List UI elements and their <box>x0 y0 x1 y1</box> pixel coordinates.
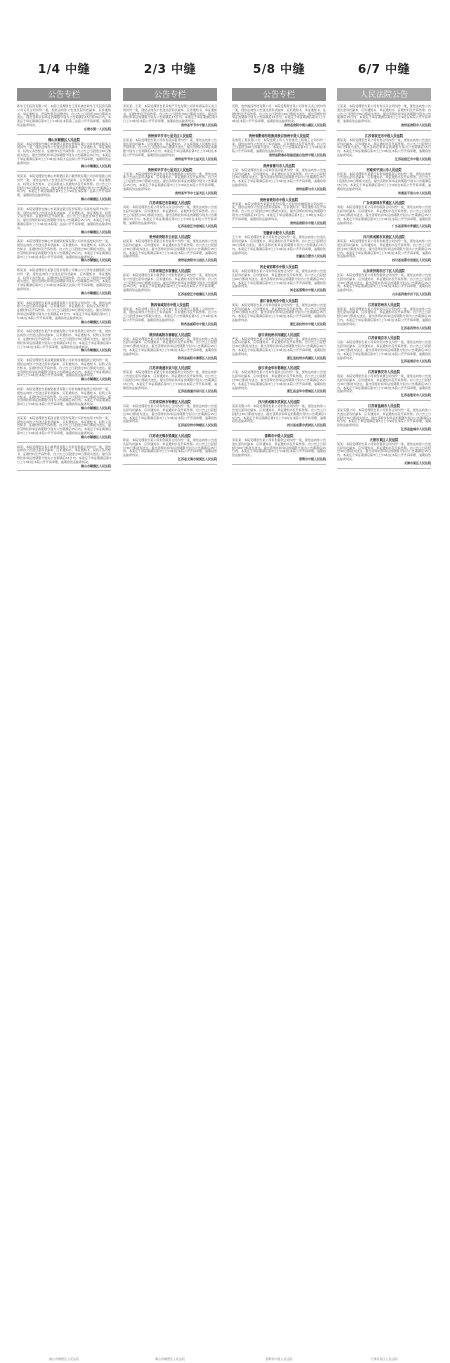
divider <box>123 231 217 232</box>
notice-body: 梁某：本院受理原告某商业保理有限公司诉你合同纠纷一案，现依法向你公告送达起诉状副本、应诉通知书、举证通知书、权利义务告知书、证据材料及开庭传票。自公告之日起经过30日即视为送达。提出答辩状和举证的期限分别为公告期满后15日内。本案定于举证期满后第3日上午9时在本院公开开庭审理，逾期将依法缺席判决。 <box>17 300 111 320</box>
notice-body: 某建筑工程有限公司：本院受理上诉人与你建设工程施工合同纠纷一案，现依法向你公告送达上诉状副本、应诉通知书及开庭传票。自公告之日起经过60日即视为送达。本案定于公告期满后第3日上午9时在本院公开开庭审理，逾期将依法缺席判决。 <box>232 137 326 154</box>
divider <box>123 329 217 330</box>
notice-signature: 浙江省金华市婺城区人民法院 <box>286 389 326 394</box>
notice-signature: 佛山市顺德区人民法院 <box>80 258 111 263</box>
notice-block <box>232 231 326 262</box>
notice-block <box>123 303 217 330</box>
notice-title: 安徽省合肥市人民法院 <box>263 231 295 236</box>
fold-label: 2/3 中缝 <box>143 62 197 76</box>
notice-body: 徐某某：本院受理原告某公司诉你买卖合同纠纷一案，现依法向你公告送达起诉状副本、应诉通知书、举证通知书及开庭传票。自公告之日起经过30日即视为送达。提出答辩状和举证的期限分别为公告期满后15日内。本案定于举证期满后第3日上午9时在本院公开开庭审理，逾期将依法缺席判决。 <box>337 306 431 326</box>
notice-body: 吴某：本院受理原告某公司诉你租赁合同纠纷一案，现依法向你公告送达起诉状副本、应诉通知书、举证通知书及开庭传票。自公告之日起经过30日即视为送达。提出答辩状和举证的期限分别为公告期满后15日内。本案定于举证期满后第3日上午9时在本院公开开庭审理，逾期将依法缺席判决。 <box>123 336 217 356</box>
notice-signature: 佛山市顺德区人民法院 <box>80 319 111 324</box>
notice-block <box>123 269 217 300</box>
notice-block <box>337 201 431 232</box>
notice-signature: 贵州省贵阳市云岩区人民法院 <box>177 258 217 263</box>
notice-block <box>232 265 326 296</box>
notice-signature: 山东省济南市历下区人民法院 <box>391 291 431 296</box>
notice-signature: 贵州省都匀市人民法院 <box>295 186 326 191</box>
divider <box>337 265 431 266</box>
divider <box>232 396 326 397</box>
notice-block <box>232 400 326 431</box>
divider <box>123 197 217 198</box>
notice-body: 严某：本院受理原告某公司诉你买卖合同纠纷一案，现依法向你公告送达起诉状副本、应诉通知书、举证通知书及开庭传票。自公告之日起经过30日即视为送达。提出答辩状和举证的期限分别为公告期满后15日内。本案定于举证期满后第3日上午9时在本院公开开庭审理，逾期将依法缺席判决。 <box>232 336 326 356</box>
section-header: 公告专栏 <box>123 88 217 101</box>
notice-signature: 贵州省毕节市七星关区人民法院 <box>174 156 217 161</box>
notice-body: 孙某某：本院受理原告某银行诉你金融借款合同纠纷一案，现依法向你公告送达起诉状副本、应诉通知书、举证通知书及开庭传票。自公告之日起经过30日即视为送达。提出答辩状和举证的期限分别为公告期满后15日内。本案定于举证期满后第3日上午9时在本院公开开庭审理，逾期将依法缺席判决。 <box>337 171 431 191</box>
notice-signature: 江苏省宿迁市宿城区人民法院 <box>177 224 217 229</box>
notice-title: 邯郸市中级人民法院 <box>264 434 294 439</box>
notice-title: 贵州省毕节市七星关区人民法院 <box>147 133 193 138</box>
notice-block <box>232 434 326 465</box>
divider <box>232 194 326 195</box>
divider <box>123 362 217 363</box>
notice-signature: 贵州省贵阳市中级人民法院 <box>289 220 326 225</box>
page-strip-2 <box>120 0 220 1363</box>
notice-body: 冯某：本院受理原告某公司诉你加工合同纠纷一案，现依法向你公告送达起诉状副本、应诉通知书、举证通知书及开庭传票。自公告之日起经过30日即视为送达。提出答辩状和举证的期限分别为公告期满后15日内。本案定于举证期满后第3日上午9时在本院公开开庭审理，逾期将依法缺席判决。 <box>123 404 217 424</box>
notice-body: 何某：本院受理原告佛山市顺德区某物业管理有限公司诉你物业服务合同纠纷一案，现依法向你公告送达起诉状副本、应诉通知书、举证通知书、权利义务告知书、证据材料及开庭传票。自公告之日起经过30日即视为送达。提出答辩状和举证的期限分别为公告期满后15日内。本案定于举证期满后第3日上午9时在本院大良法庭公开开庭审理，逾期将依法缺席判决。 <box>17 141 111 165</box>
notice-title: 江苏省宿迁市宿豫区人民法院 <box>149 268 191 273</box>
notice-block <box>232 198 326 229</box>
notice-block <box>232 333 326 364</box>
notice-block <box>17 446 111 472</box>
notice-signature: 江苏省常州市钟楼区人民法院 <box>177 423 217 428</box>
notice-body: 林某：本院受理原告某融资租赁有限公司诉你融资租赁合同纠纷一案，现依法向你公告送达起诉状副本、应诉通知书、举证通知书、权利义务告知书、证据材料及开庭传票。自公告之日起经过30日即视为送达。提出答辩状和举证的期限分别为公告期满后15日内。本案定于举证期满后第3日上午9时在本院公开开庭审理，逾期将依法缺席判决。 <box>17 387 111 407</box>
notice-body: 张某某：本院受理原告某公司诉你民间借贷纠纷一案，现依法向你公告送达起诉状副本、应诉通知书、举证通知书、合议庭组成人员通知书及开庭传票。自公告之日起经过30日即视为送达。提出答辩状和举证的期限分别为公告期满后15日内。本案定于举证期满后第3日上午9时在本院公开开庭审理，逾期将依法缺席判决。 <box>123 137 217 157</box>
notice-signature: 佛山市顺德区人民法院 <box>80 463 111 468</box>
divider <box>17 470 111 471</box>
divider <box>123 396 217 397</box>
notice-block <box>17 359 111 385</box>
divider <box>232 295 326 296</box>
notice-block <box>17 105 111 135</box>
divider <box>337 197 431 198</box>
notice-block <box>232 164 326 195</box>
notice-block <box>337 370 431 401</box>
page-strip-1 <box>14 0 114 1363</box>
divider <box>232 160 326 161</box>
notice-title: 江苏省宿迁市中级人民法院 <box>364 133 404 138</box>
divider <box>123 430 217 431</box>
divider <box>232 261 326 262</box>
notice-signature: 陕西省咸阳市中级人民法院 <box>180 321 217 326</box>
page-footer: 佛山市顺德区人民法院 <box>154 1357 185 1361</box>
divider <box>123 130 217 131</box>
notice-block <box>123 366 217 397</box>
notice-signature: 佛山市顺德区人民法院 <box>80 196 111 201</box>
notice-body: 刘某：本院受理原告某公司诉你买卖合同纠纷一案，现依法向你公告送达起诉状副本、应诉通知书、举证通知书、证据材料及开庭传票。自公告之日起经过30日即视为送达。提出答辩状和举证的期限分别为公告期满后15日内。本案定于举证期满后第3日上午9时在本院公开开庭审理，逾期将依法缺席判决。 <box>123 205 217 225</box>
fold-label: 5/8 中缝 <box>252 62 306 76</box>
notice-signature: 贵州省贵阳市人民法院 <box>400 122 431 127</box>
notice-body: 曹某某：本院受理原告某公司诉你合同纠纷一案，现依法向你公告送达起诉状副本、应诉通知书、举证通知书及开庭传票。自公告之日起经过30日即视为送达。提出答辩状和举证的期限分别为公告期满后15日内。本案定于举证期满后第3日上午9时在本院公开开庭审理，逾期将依法缺席判决。 <box>337 137 431 157</box>
notice-body: 某某有限公司：本院受理原告某公司诉你合同纠纷一案，现依法向你公告送达起诉状副本、应诉通知书、举证通知书及开庭传票。自公告之日起经过30日即视为送达。提出答辩状和举证的期限分别为公告期满后15日内。本案定于举证期满后第3日上午9时在本院公开开庭审理，逾期将依法缺席判决。 <box>232 404 326 424</box>
notice-body: 卢某：本院受理原告某公司诉你借款合同纠纷一案，现依法向你公告送达起诉状副本、应诉通知书、举证通知书及开庭传票。自公告之日起经过30日即视为送达。提出答辩状和举证的期限分别为公告期满后15日内。本案定于举证期满后第3日上午9时在本院公开开庭审理，逾期将依法缺席判决。 <box>232 370 326 390</box>
notice-list <box>123 104 217 1355</box>
notice-title: 广东省深圳市罗湖区人民法院 <box>363 201 405 206</box>
notice-signature: 佛山市顺德区人民法院 <box>80 229 111 234</box>
notice-body: 周某某：本院受理原告佛山市顺德区某小额贷款有限公司诉你借款合同纠纷一案，现依法向你公告送达起诉状副本、应诉通知书、举证通知书、权利义务告知书、合议庭组成人员通知书及开庭传票。自公告之日起经过30日即视为送达。提出答辩状和举证的期限分别为公告期满后15日内。本案定于举证期满后第3日上午9时在本院第一法庭公开开庭审理，逾期将依法缺席判决。 <box>17 174 111 198</box>
notice-body: 李某某：本院受理原告某公司诉你借款合同纠纷一案，现依法向你公告送达起诉状副本、应诉通知书、举证通知书及开庭传票。自公告之日起经过60日即视为送达。提出答辩状和举证的期限分别为公告期满后15日内。本案定于举证期满后第3日上午9时在本院公开开庭审理，逾期将依法缺席判决。 <box>232 438 326 458</box>
notice-signature: 贵州省贵阳市观山湖区人民法院 <box>283 122 326 127</box>
notice-block <box>123 434 217 465</box>
notice-block <box>337 303 431 334</box>
fold-label: 1/4 中缝 <box>37 62 91 76</box>
divider <box>337 366 431 367</box>
notice-signature: 贵州省毕节市七星关区人民法院 <box>174 190 217 195</box>
notice-block <box>123 400 217 431</box>
notice-signature: 江苏省宿迁市中级人民法院 <box>394 156 431 161</box>
notice-body: 王大米：本院受理原告某公司诉你合同纠纷一案，现依法向你公告送达起诉状副本、应诉通知书、举证通知书及开庭传票。自公告之日起经过30日即视为送达。提出答辩状和举证的期限分别为公告期满后15日内。本案定于举证期满后第3日上午9时在本院公开开庭审理，逾期将依法缺席判决。 <box>232 235 326 255</box>
divider <box>123 164 217 165</box>
divider <box>17 171 111 172</box>
notice-body: 某某：本院受理原告某公司诉你股权转让纠纷一案，现依法向你公告送达起诉状副本、应诉通知书、举证通知书及开庭传票。自公告之日起经过60日即视为送达。提出答辩状和举证的期限分别为公告期满后15日内。本案定于举证期满后第3日上午9时在本院公开开庭审理，逾期将依法缺席判决。 <box>232 269 326 289</box>
notice-block <box>17 269 111 299</box>
notice-title: 浙江省杭州市西湖区人民法院 <box>258 332 300 337</box>
notice-body: 王某某：本院受理原告某信用社诉你金融借款合同纠纷一案，现依法向你公告送达起诉状副本、应诉通知书、举证通知书及开庭传票。自公告之日起经过30日即视为送达。提出答辩状和举证的期限分别为公告期满后15日内。本案定于举证期满后第3日上午9时在本院公开开庭审理，逾期将依法缺席判决。 <box>123 171 217 191</box>
notice-title: 天津市某区人民法院 <box>369 437 399 442</box>
notice-title: 河北省邯郸市中级人民法院 <box>259 265 299 270</box>
fold-label: 6/7 中缝 <box>357 62 411 76</box>
notice-block <box>337 105 431 131</box>
notice-body: 马某：本院受理原告某公司诉你劳动争议纠纷一案，现依法向你公告送达起诉状副本、应诉通知书、举证通知书及开庭传票。自公告之日起经过30日即视为送达。提出答辩状和举证的期限分别为公告期满后15日内。本案定于举证期满后第3日上午9时在本院公开开庭审理，逾期将依法缺席判决。 <box>337 340 431 360</box>
divider <box>17 326 111 327</box>
divider <box>17 134 111 135</box>
notice-title: 山东省济南市历下区人民法院 <box>363 268 405 273</box>
notice-signature: 贵州省毕节市中级人民法院 <box>180 122 217 127</box>
notice-block <box>17 240 111 266</box>
notice-title: 贵州省贵阳市中级人民法院 <box>259 197 299 202</box>
notice-body: 陈某：本院受理原告某公司诉你服务合同纠纷一案，现依法向你公告送达起诉状副本、应诉通知书、举证通知书及开庭传票。自公告之日起经过30日即视为送达。提出答辩状和举证的期限分别为公告期满后15日内。本案定于举证期满后第3日上午9时在本院公开开庭审理，逾期将依法缺席判决。 <box>123 438 217 458</box>
notice-body: 李某某、王某：本院受理原告某房地产开发有限公司诉你商品房买卖合同纠纷一案，现依法向你公告送达起诉状副本、应诉通知书、举证通知书、证据材料及开庭传票。自公告之日起经过60日即视为送达。提出答辩状和举证的期限分别为公告期满后15日内。本案定于举证期满后第3日上午9时在本院公开开庭审理，逾期将依法缺席判决。 <box>123 104 217 124</box>
notice-block <box>337 269 431 300</box>
notice-title: 陕西省咸阳市秦都区人民法院 <box>149 332 191 337</box>
notice-body: 何某某：本院受理原告某商业银行股份有限公司诉你信用卡纠纷一案，现依法向你公告送达起诉状副本、应诉通知书、举证通知书、权利义务告知书、证据材料及开庭传票。自公告之日起经过30日即视为送达。提出答辩状和举证的期限分别为公告期满后15日内。本案定于举证期满后第3日上午9时在本院公开开庭审理，逾期将依法缺席判决。 <box>17 415 111 435</box>
notice-body: 黄某某：本院受理原告某公司诉你租赁合同纠纷一案，现依法向你公告送达起诉状副本、应诉通知书、举证通知书及开庭传票。自公告之日起经过30日即视为送达。提出答辩状和举证的期限分别为公告期满后15日内。本案定于举证期满后第3日上午9时在本院公开开庭审理，逾期将依法缺席判决。 <box>337 239 431 259</box>
notice-body: 郑某：本院受理原告某汽车金融有限公司诉你借款合同纠纷一案，现依法向你公告送达起诉状副本、应诉通知书、举证通知书、权利义务告知书、证据材料及开庭传票。自公告之日起经过30日即视为送达。提出答辩状和举证的期限分别为公告期满后15日内。本案定于举证期满后第3日上午9时在本院公开开庭审理，逾期将依法缺席判决。 <box>17 329 111 349</box>
notice-block <box>123 168 217 199</box>
section-header: 人民法院公告 <box>337 88 431 101</box>
notice-block <box>337 134 431 165</box>
notice-signature: 广东省深圳市罗湖区人民法院 <box>391 224 431 229</box>
notice-list <box>17 104 111 1355</box>
page-strip-4 <box>334 0 434 1363</box>
notice-signature: 佛山市顺德区人民法院 <box>80 348 111 353</box>
notice-block <box>17 388 111 414</box>
notice-signature: 浙江省杭州市西湖区人民法院 <box>286 355 326 360</box>
notice-signature: 陕西省咸阳市秦都区人民法院 <box>177 355 217 360</box>
notice-signature: 江苏省淮安市人民法院 <box>400 393 431 398</box>
notice-title: 浙江省金华市婺城区人民法院 <box>258 366 300 371</box>
notice-signature: 浙江省杭州市中级人民法院 <box>289 321 326 326</box>
notice-list <box>232 104 326 1355</box>
divider <box>337 164 431 165</box>
notice-signature: 佛山市顺德区人民法院 <box>80 164 111 169</box>
notice-signature: 江苏省盐城市人民法院 <box>400 427 431 432</box>
notice-block <box>337 235 431 266</box>
notice-block <box>232 134 326 161</box>
divider <box>337 130 431 131</box>
page-strip-3 <box>229 0 329 1363</box>
notice-title: 河南省平顶山市人民法院 <box>366 167 402 172</box>
notice-block <box>17 417 111 443</box>
divider <box>337 400 431 401</box>
page-footer: 佛山市顺德区人民法院 <box>48 1357 79 1361</box>
page-footer: 邯郸市中级人民法院 <box>265 1357 293 1361</box>
notice-body: 某某：本院受理原告某公司诉你借款合同纠纷一案，现依法向你公告送达起诉状副本、应诉通知书、举证通知书及开庭传票。自公告之日起经过30日即视为送达。提出答辩状和举证的期限分别为公告期满后15日内。本案定于举证期满后第3日上午9时在本院公开开庭审理，逾期将依法缺席判决。 <box>337 441 431 461</box>
notice-block <box>232 299 326 330</box>
notice-title: 江苏省宿迁市宿城区人民法院 <box>149 201 191 206</box>
notice-signature: 天津市某区人民法院 <box>403 460 431 465</box>
divider <box>17 204 111 205</box>
divider <box>337 434 431 435</box>
notice-block <box>123 134 217 165</box>
divider <box>123 299 217 300</box>
notice-body: 周某：本院受理原告某公司诉你服务合同纠纷一案，现依法向你公告送达起诉状副本、应诉通知书、举证通知书及开庭传票。自公告之日起经过30日即视为送达。提出答辩状和举证的期限分别为公告期满后15日内。本案定于举证期满后第3日上午9时在本院公开开庭审理，逾期将依法缺席判决。 <box>232 302 326 323</box>
divider <box>337 299 431 300</box>
notice-block <box>123 105 217 131</box>
notice-block <box>337 404 431 435</box>
notice-block <box>232 105 326 131</box>
section-header: 公告专栏 <box>232 88 326 101</box>
notice-body: 赵某某：本院受理原告某银行诉你信用卡纠纷一案，现依法向你公告送达起诉状副本、应诉通知书、举证通知书及开庭传票。自公告之日起经过30日即视为送达。提出答辩状和举证的期限分别为公告期满后15日内。本案定于举证期满后第3日上午9时在本院公开开庭审理，逾期将依法缺席判决。 <box>123 239 217 259</box>
notice-title: 四川省成都市武侯区人民法院 <box>258 400 300 405</box>
notice-block <box>337 168 431 199</box>
notice-signature: 佛山市顺德区人民法院 <box>80 290 111 295</box>
notice-title: 江苏省南京市人民法院 <box>368 336 400 341</box>
notice-body: 周某某：本院受理上诉人某公司与被上诉人你建设工程施工合同纠纷一案，现依法向你公告送达上诉状副本、应诉通知书及开庭传票。自公告之日起经过60日即视为送达。本案定于公告期满后第3日上午9时在本院公开开庭审理，逾期将依法缺席判决。 <box>123 306 217 323</box>
notice-title: 浙江省杭州市中级人民法院 <box>259 298 299 303</box>
notice-block <box>337 336 431 367</box>
notice-block <box>232 366 326 397</box>
divider <box>17 442 111 443</box>
notice-title: 贵州省毕节市七星关区人民法院 <box>147 167 193 172</box>
page-footer: 天津市某区人民法院 <box>370 1357 398 1361</box>
divider <box>232 430 326 431</box>
notice-signature: 佛山市顺德区人民法院 <box>80 434 111 439</box>
notice-body: 钱某：本院受理原告某公司诉你承揽合同纠纷一案，现依法向你公告送达起诉状副本、应诉通知书、举证通知书及开庭传票。自公告之日起经过30日即视为送达。提出答辩状和举证的期限分别为公告期满后15日内。本案定于举证期满后第3日上午9时在本院公开开庭审理，逾期将依法缺席判决。 <box>337 374 431 394</box>
notice-body: 王某：本院受理原告某公司诉你民间借贷纠纷一案，现依法向你公告送达起诉状副本、应诉通知书、举证通知书及开庭传票。自公告之日起经过30日即视为送达。提出答辩状和举证的期限分别为公告期满后15日内。本案定于举证期满后第3日上午9时在本院公开开庭审理，逾期将依法缺席判决。 <box>232 167 326 187</box>
divider <box>123 464 217 465</box>
notice-block <box>337 438 431 469</box>
notice-body: 陈某某：本院受理原告某银行股份有限公司佛山分行诉你金融借款合同纠纷一案，现依法向你公告送达起诉状副本、应诉通知书、举证通知书、权利义务告知书、证据材料及开庭传票。自公告之日起经过30日即视为送达。提出答辩状和举证的期限分别为公告期满后15日内。本案定于举证期满后第3日上午9时在本院第五法庭公开开庭审理，逾期将依法缺席判决。 <box>17 268 111 292</box>
notice-title: 四川省成都市双流区人民法院 <box>363 235 405 240</box>
notice-title: 江苏省盐城市人民法院 <box>368 404 400 409</box>
divider <box>232 362 326 363</box>
notice-signature: 四川省成都市双流区人民法院 <box>391 258 431 263</box>
notice-block <box>17 175 111 205</box>
notice-title: 贵州省黔南布依族苗族自治州中级人民法院 <box>248 133 310 138</box>
notice-signature: 江苏省南通市崇川区人民法院 <box>177 389 217 394</box>
notice-signature: 江苏省无锡市梁溪区人民法院 <box>177 457 217 461</box>
notice-title: 江苏省南通市崇川区人民法院 <box>149 366 191 371</box>
notice-title: 陕西省咸阳市中级人民法院 <box>150 302 190 307</box>
divider <box>17 413 111 414</box>
notice-signature: 东莞市第一人民法院 <box>83 126 111 131</box>
divider <box>337 332 431 333</box>
notice-signature: 江苏省苏州市人民法院 <box>400 325 431 330</box>
notice-body: 郑某某：本院受理原告某银行诉你金融借款合同纠纷一案，现依法向你公告送达起诉状副本、应诉通知书、举证通知书及开庭传票。自公告之日起经过30日即视为送达。提出答辩状和举证的期限分别为公告期满后15日内。本案定于举证期满后第3日上午9时在本院公开开庭审理，逾期将依法缺席判决。 <box>123 370 217 390</box>
divider <box>17 298 111 299</box>
notice-body: 王某某：本院受理原告某公司诉你买卖合同纠纷一案，现依法向你公告送达起诉状副本、应诉通知书、举证通知书、证据材料及开庭传票。自公告之日起经过30日即视为送达。提出答辩状和举证的期限分别为公告期满后15日内。本案定于举证期满后第3日上午9时在本院公开开庭审理，逾期将依法缺席判决。 <box>337 104 431 124</box>
notice-signature: 江苏省南京市人民法院 <box>400 359 431 364</box>
notice-body: 刘某：本院受理原告某公司诉你服务合同纠纷一案，现依法向你公告送达起诉状副本、应诉通知书、举证通知书及开庭传票。自公告之日起经过30日即视为送达。提出答辩状和举证的期限分别为公告期满后15日内。本案定于举证期满后第3日上午9时在本院公开开庭审理，逾期将依法缺席判决。 <box>337 205 431 225</box>
notice-body: 罗某某：本院受理原告某银行股份有限公司诉你金融借款合同纠纷一案，现依法向你公告送达起诉状副本、应诉通知书、举证通知书及开庭传票。自公告之日起经过30日即视为送达。提出答辩状和举证的期限分别为公告期满后15日内。本案定于举证期满后第3日上午9时在本院公开开庭审理，逾期将依法缺席判决。 <box>232 201 326 221</box>
divider <box>337 231 431 232</box>
notice-block <box>17 302 111 328</box>
divider <box>17 384 111 385</box>
notice-block <box>17 208 111 238</box>
notice-title: 江苏省常州市钟楼区人民法院 <box>149 400 191 405</box>
divider <box>232 130 326 131</box>
notice-body: 李某：本院受理原告佛山市某商业银行股份有限公司诉你信用卡纠纷一案，现依法向你公告送达起诉状副本、应诉通知书、举证通知书、权利义务告知书、证据材料及开庭传票。自公告之日起经过30日即视为送达。提出答辩状和举证的期限分别为公告期满后15日内。本案定于举证期满后第3日上午9时在本院第二法庭公开开庭审理，逾期将依法缺席判决。 <box>17 206 111 230</box>
notice-block <box>17 138 111 173</box>
notice-body: 张某：本院受理原告某公司诉你借款合同纠纷一案，现依法向你公告送达起诉状副本、应诉通知书、举证通知书及开庭传票。自公告之日起经过30日即视为送达。提出答辩状和举证的期限分别为公告期满后15日内。本案定于举证期满后第3日上午9时在本院公开开庭审理，逾期将依法缺席判决。 <box>337 272 431 293</box>
divider <box>337 468 431 469</box>
notice-signature: 河北省邯郸市中级人民法院 <box>289 288 326 293</box>
notice-body: 某某有限公司：本院受理原告某公司诉你合同纠纷一案，现依法向你公告送达起诉状副本、应诉通知书、举证通知书及开庭传票。自公告之日起经过30日即视为送达。提出答辩状和举证的期限分别为公告期满后15日内。本案定于举证期满后第3日上午9时在本院公开开庭审理，逾期将依法缺席判决。 <box>337 408 431 428</box>
notice-title: 江苏省苏州市人民法院 <box>368 302 400 307</box>
notice-body: 孙某：本院受理原告某小额贷款公司诉你借款合同纠纷一案，现依法向你公告送达起诉状副本、应诉通知书、举证通知书及开庭传票。自公告之日起经过30日即视为送达。提出答辩状和举证的期限分别为公告期满后15日内。本案定于举证期满后第3日上午9时在本院公开开庭审理，逾期将依法缺席判决。 <box>123 272 217 293</box>
divider <box>232 329 326 330</box>
notice-block <box>123 235 217 266</box>
notice-body: 吴某：本院受理原告某消费金融有限公司诉你金融借款合同纠纷一案，现依法向你公告送达起诉状副本、应诉通知书、举证通知书、权利义务告知书、证据材料及开庭传票。自公告之日起经过30日即视为送达。提出答辩状和举证的期限分别为公告期满后15日内。本案定于举证期满后第3日上午9时在本院公开开庭审理，逾期将依法缺席判决。 <box>17 358 111 378</box>
divider <box>123 265 217 266</box>
notice-signature: 安徽省合肥市人民法院 <box>295 254 326 259</box>
notice-title: 江苏省无锡市梁溪区人民法院 <box>149 434 191 439</box>
divider <box>17 265 111 266</box>
notice-body: 新华王宅投资有限公司：本院已受理原告王某诉被告新华王宅投资有限公司买卖合同纠纷一案，现依法向你公告送达起诉状副本、应诉通知书、举证通知书、开庭传票及证据材料。自公告之日起经过60日即视为送达。提出答辩状和举证的期限分别为公告期满后15日和30日内。本案定于举证期满后第3日上午9时在本院第三法庭公开开庭审理，逾期将依法缺席判决。 <box>17 104 111 127</box>
divider <box>17 355 111 356</box>
notice-signature: 四川省成都市武侯区人民法院 <box>286 423 326 428</box>
notice-body: 黄某：本院受理原告佛山市某融资担保有限公司诉你追偿权纠纷一案，现依法向你公告送达起诉状副本、应诉通知书、举证通知书、权利义务告知书、证据材料及开庭传票。自公告之日起经过30日即视为送达。提出答辩状和举证的期限分别为公告期满后15日内。本案定于举证期满后第3日上午9时在本院公开开庭审理，逾期将依法缺席判决。 <box>17 239 111 259</box>
notice-block <box>17 330 111 356</box>
section-header: 公告专栏 <box>17 88 111 101</box>
notice-title: 佛山市顺德区人民法院 <box>48 137 80 142</box>
divider <box>232 464 326 465</box>
notice-signature: 贵州省黔南布依族苗族自治州中级人民法院 <box>268 152 326 157</box>
notice-signature: 佛山市顺德区人民法院 <box>80 377 111 382</box>
notice-signature: 佛山市顺德区人民法院 <box>80 406 111 410</box>
notice-body: 安阳、贵州裕扬科技有限公司：本院受理原告某公司诉你买卖合同纠纷一案，现依法向你公告送达起诉状副本、应诉通知书、举证通知书、证据材料及开庭传票。自公告之日起经过30日即视为送达。提出答辩状和举证的期限分别为公告期满后15日内。本案定于举证期满后第3日上午9时在本院公开开庭审理，逾期将依法缺席判决。 <box>232 104 326 124</box>
notice-title: 江苏省淮安市人民法院 <box>368 370 400 375</box>
notice-body: 杨某：本院受理原告某小额贷款有限公司诉你借款合同纠纷一案，现依法向你公告送达起诉状副本、应诉通知书、举证通知书、权利义务告知书、证据材料及开庭传票。自公告之日起经过30日即视为送达。提出答辩状和举证的期限分别为公告期满后15日内。本案定于举证期满后第3日上午9时在本院公开开庭审理，逾期将依法缺席判决。 <box>17 444 111 464</box>
notice-block <box>123 333 217 364</box>
divider <box>17 236 111 237</box>
notice-list <box>337 104 431 1355</box>
notice-signature: 江苏省宿迁市宿豫区人民法院 <box>177 291 217 296</box>
divider <box>232 227 326 228</box>
notice-signature: 河南省平顶山市人民法院 <box>397 190 431 195</box>
notice-block <box>123 201 217 232</box>
notice-title: 贵州省都匀市人民法院 <box>263 163 295 168</box>
notice-title: 贵州省贵阳市云岩区人民法院 <box>149 235 191 240</box>
notice-signature: 邯郸市中级人民法院 <box>298 457 326 461</box>
